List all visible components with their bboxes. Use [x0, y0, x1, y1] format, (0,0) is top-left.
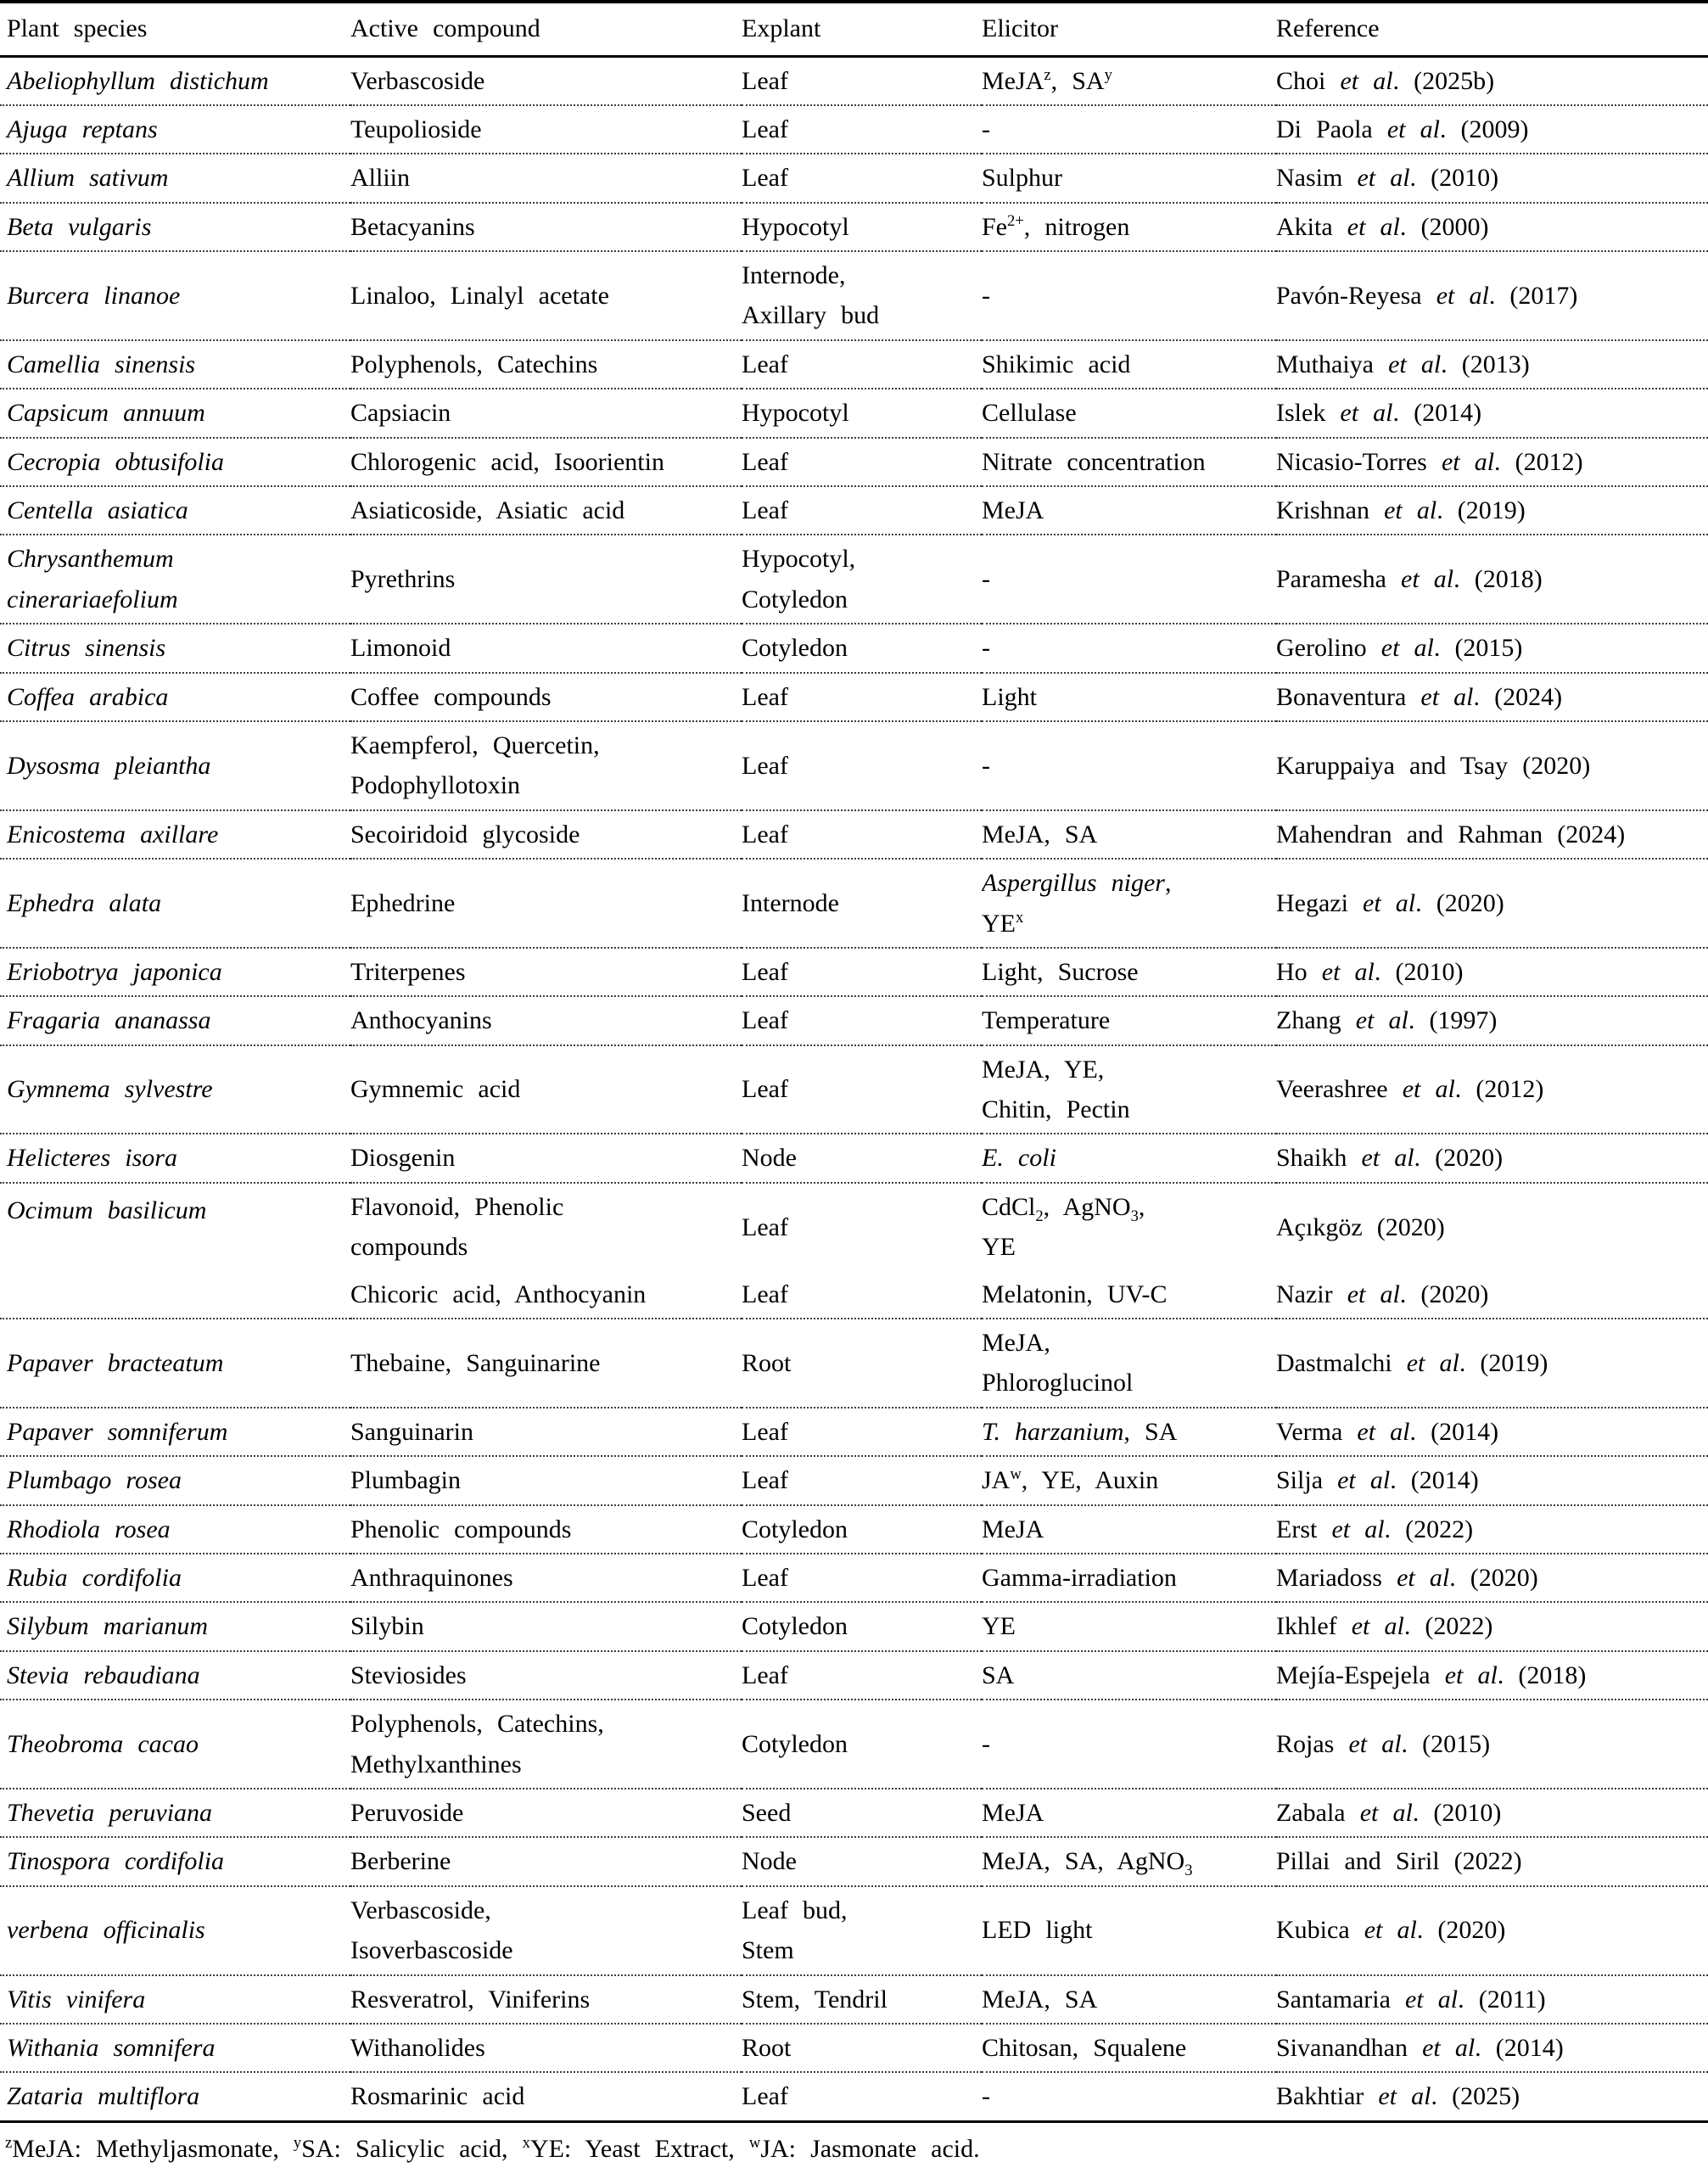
- cell-reference: Paramesha et al. (2018): [1276, 535, 1708, 624]
- cell-species: Theobroma cacao: [0, 1700, 350, 1789]
- table-row: [0, 1886, 1708, 1975]
- cell-compound: Capsiacin: [350, 389, 742, 437]
- cell-species: Fragaria ananassa: [0, 996, 350, 1044]
- cell-compound: Polyphenols, Catechins, Methylxanthines: [350, 1700, 742, 1789]
- cell-species: Zataria multiflora: [0, 2072, 350, 2121]
- cell-explant: Leaf: [742, 721, 982, 810]
- cell-species: Papaver somniferum: [0, 1408, 350, 1456]
- cell-elicitor: MeJA, SA: [982, 1975, 1276, 2024]
- cell-explant: Leaf: [742, 996, 982, 1044]
- cell-reference: Santamaria et al. (2011): [1276, 1975, 1708, 2024]
- cell-elicitor: YE: [982, 1602, 1276, 1650]
- cell-species: verbena officinalis: [0, 1886, 350, 1975]
- table-row: [0, 1045, 1708, 1134]
- cell-species: Stevia rebaudiana: [0, 1651, 350, 1700]
- cell-reference: Zhang et al. (1997): [1276, 996, 1708, 1044]
- cell-explant: Leaf: [742, 1280, 788, 1308]
- cell-explant: Leaf: [742, 2072, 982, 2121]
- cell-species: Chrysanthemum cinerariaefolium: [0, 535, 350, 624]
- cell-explant: Cotyledon: [742, 1602, 982, 1650]
- cell-compound: Ephedrine: [350, 859, 742, 948]
- cell-explant: Leaf: [742, 105, 982, 154]
- cell-reference: Silja et al. (2014): [1276, 1456, 1708, 1504]
- cell-compound: Chlorogenic acid, Isoorientin: [350, 438, 742, 486]
- table-row: [0, 1700, 1708, 1789]
- cell-compound: Berberine: [350, 1837, 742, 1885]
- cell-compound: Coffee compounds: [350, 673, 742, 721]
- cell-explant: Stem, Tendril: [742, 1975, 982, 2024]
- cell-elicitor: $Fe^{2+}$, nitrogen: [982, 203, 1276, 251]
- cell-reference: Açıkgöz (2020): [1276, 1183, 1708, 1271]
- cell-elicitor: CdCl$_2$, AgNO$_3$, YE: [982, 1183, 1276, 1271]
- cell-reference: Mariadoss et al. (2020): [1276, 1554, 1708, 1602]
- cell-explant: Leaf: [742, 1183, 982, 1271]
- cell-reference: Bonaventura et al. (2024): [1276, 673, 1708, 721]
- cell-species: Silybum marianum: [0, 1602, 350, 1650]
- cell-reference: Nasim et al. (2010): [1276, 154, 1708, 202]
- table-row: [0, 1837, 1708, 1885]
- table-row: [0, 810, 1708, 859]
- table-row: [0, 859, 1708, 948]
- cell-elicitor: -: [982, 624, 1276, 672]
- cell-species: Camellia sinensis: [0, 340, 350, 389]
- cell-reference: Di Paola et al. (2009): [1276, 105, 1708, 154]
- cell-species: Vitis vinifera: [0, 1975, 350, 2024]
- cell-compound: Asiaticoside, Asiatic acid: [350, 486, 742, 535]
- cell-explant: Leaf: [742, 1651, 982, 1700]
- table-row: [0, 2024, 1708, 2072]
- table-row: [0, 1183, 1708, 1271]
- cell-reference: Choi et al. (2025b): [1276, 66, 1495, 95]
- cell-elicitor: Sulphur: [982, 154, 1276, 202]
- table-row: [0, 486, 1708, 535]
- cell-reference: Muthaiya et al. (2013): [1276, 340, 1708, 389]
- cell-species: Coffea arabica: [0, 673, 350, 721]
- table-row: [0, 1975, 1708, 2024]
- cell-elicitor: Light, Sucrose: [982, 948, 1276, 996]
- cell-reference: Kubica et al. (2020): [1276, 1886, 1708, 1975]
- cell-reference: Sivanandhan et al. (2014): [1276, 2024, 1708, 2072]
- cell-species: Dysosma pleiantha: [0, 721, 350, 810]
- cell-explant: Leaf bud, Stem: [742, 1886, 982, 1975]
- cell-compound: Secoiridoid glycoside: [350, 810, 742, 859]
- cell-compound: Verbascoside, Isoverbascoside: [350, 1886, 742, 1975]
- cell-elicitor: Aspergillus niger, $YE^x$: [982, 859, 1276, 948]
- cell-compound: Silybin: [350, 1602, 742, 1650]
- cell-compound: Peruvoside: [350, 1789, 742, 1837]
- cell-compound: Anthocyanins: [350, 996, 742, 1044]
- cell-elicitor: MeJA, SA: [982, 810, 1276, 859]
- cell-explant: Internode, Axillary bud: [742, 251, 982, 340]
- cell-elicitor: MeJA$^z$, $SA^y$: [982, 65, 1112, 95]
- cell-species: Abeliophyllum distichum: [7, 66, 269, 95]
- cell-explant: Hypocotyl: [742, 203, 982, 251]
- table-row: [0, 673, 1708, 721]
- cell-reference: Gerolino et al. (2015): [1276, 624, 1708, 672]
- cell-elicitor: -: [982, 2072, 1276, 2121]
- cell-species: Tinospora cordifolia: [0, 1837, 350, 1885]
- cell-explant: Cotyledon: [742, 1700, 982, 1789]
- cell-species: Gymnema sylvestre: [0, 1045, 350, 1134]
- cell-species: Rhodiola rosea: [0, 1505, 350, 1554]
- column-header-reference: Reference: [1276, 2, 1708, 56]
- cell-species: Thevetia peruviana: [0, 1789, 350, 1837]
- column-header-elicitor: Elicitor: [982, 2, 1276, 56]
- cell-species: Enicostema axillare: [0, 810, 350, 859]
- cell-explant: Cotyledon: [742, 1505, 982, 1554]
- cell-explant: Leaf: [742, 1045, 982, 1134]
- table-row: [0, 1319, 1708, 1408]
- cell-elicitor: MeJA: [982, 1505, 1276, 1554]
- cell-compound: Kaempferol, Quercetin, Podophyllotoxin: [350, 721, 742, 810]
- cell-reference: Erst et al. (2022): [1276, 1505, 1708, 1554]
- cell-explant: Leaf: [742, 66, 788, 95]
- cell-reference: Mahendran and Rahman (2024): [1276, 810, 1708, 859]
- cell-reference: Akita et al. (2000): [1276, 203, 1708, 251]
- cell-elicitor: -: [982, 535, 1276, 624]
- table-body: [0, 56, 1708, 2121]
- cell-elicitor: MeJA, SA, AgNO$_3$: [982, 1837, 1276, 1885]
- cell-compound: Resveratrol, Viniferins: [350, 1975, 742, 2024]
- table-row: [0, 1602, 1708, 1650]
- table-row: [0, 1408, 1708, 1456]
- cell-species: Allium sativum: [0, 154, 350, 202]
- table-row: [0, 56, 1708, 105]
- cell-species: Helicteres isora: [0, 1134, 350, 1182]
- cell-explant: Leaf: [742, 948, 982, 996]
- table-row: [0, 624, 1708, 672]
- cell-explant: Root: [742, 1319, 982, 1408]
- column-header-compound: Active compound: [350, 2, 742, 56]
- cell-species: Ephedra alata: [0, 859, 350, 948]
- cell-compound: Rosmarinic acid: [350, 2072, 742, 2121]
- cell-reference: Pavón-Reyesa et al. (2017): [1276, 251, 1708, 340]
- cell-elicitor: MeJA, YE, Chitin, Pectin: [982, 1045, 1276, 1134]
- table-row: [0, 1554, 1708, 1602]
- cell-species: Beta vulgaris: [0, 203, 350, 251]
- cell-compound: Steviosides: [350, 1651, 742, 1700]
- cell-compound: Withanolides: [350, 2024, 742, 2072]
- cell-compound: Polyphenols, Catechins: [350, 340, 742, 389]
- cell-elicitor: Cellulase: [982, 389, 1276, 437]
- table-row: [0, 340, 1708, 389]
- cell-elicitor: Nitrate concentration: [982, 438, 1276, 486]
- cell-elicitor: Shikimic acid: [982, 340, 1276, 389]
- cell-compound: Flavonoid, Phenolic compounds: [350, 1183, 742, 1271]
- table-row: [0, 389, 1708, 437]
- cell-species: Eriobotrya japonica: [0, 948, 350, 996]
- cell-reference: Karuppaiya and Tsay (2020): [1276, 721, 1708, 810]
- cell-elicitor: T. harzanium, SA: [982, 1408, 1276, 1456]
- cell-explant: Root: [742, 2024, 982, 2072]
- cell-elicitor: Chitosan, Squalene: [982, 2024, 1276, 2072]
- cell-reference: Nicasio-Torres et al. (2012): [1276, 438, 1708, 486]
- cell-compound: Thebaine, Sanguinarine: [350, 1319, 742, 1408]
- cell-elicitor: LED light: [982, 1886, 1276, 1975]
- cell-reference: Shaikh et al. (2020): [1276, 1134, 1708, 1182]
- table-row: [0, 948, 1708, 996]
- table-row: [0, 2072, 1708, 2121]
- table-footnote: $^z$MeJA: Methyljasmonate, $^y$SA: Salicylic acid, $^x$YE: Yeast Extract, $^w$JA: Jasmonate acid.: [5, 2133, 980, 2163]
- cell-species: Rubia cordifolia: [0, 1554, 350, 1602]
- cell-compound: Plumbagin: [350, 1456, 742, 1504]
- cell-species: Ajuga reptans: [0, 105, 350, 154]
- cell-explant: Leaf: [742, 1554, 982, 1602]
- column-header-explant: Explant: [742, 2, 982, 56]
- cell-reference: Krishnan et al. (2019): [1276, 486, 1708, 535]
- cell-elicitor: -: [982, 721, 1276, 810]
- cell-elicitor: Melatonin, UV-C: [982, 1280, 1168, 1308]
- cell-reference: Ho et al. (2010): [1276, 948, 1708, 996]
- table-row: [0, 1505, 1708, 1554]
- cell-explant: Leaf: [742, 340, 982, 389]
- cell-elicitor: Light: [982, 673, 1276, 721]
- cell-compound: Verbascoside: [350, 66, 485, 95]
- cell-compound: Pyrethrins: [350, 535, 742, 624]
- table-row: [0, 251, 1708, 340]
- table-row: [0, 203, 1708, 251]
- cell-compound: Linaloo, Linalyl acetate: [350, 251, 742, 340]
- cell-elicitor: $JA^w$, YE, Auxin: [982, 1456, 1276, 1504]
- cell-explant: Node: [742, 1837, 982, 1885]
- cell-reference: Islek et al. (2014): [1276, 389, 1708, 437]
- cell-explant: Leaf: [742, 1456, 982, 1504]
- cell-elicitor: MeJA: [982, 486, 1276, 535]
- cell-explant: Hypocotyl, Cotyledon: [742, 535, 982, 624]
- cell-compound: Gymnemic acid: [350, 1045, 742, 1134]
- cell-compound: Alliin: [350, 154, 742, 202]
- cell-elicitor: -: [982, 105, 1276, 154]
- cell-reference: Dastmalchi et al. (2019): [1276, 1319, 1708, 1408]
- table-row: [0, 438, 1708, 486]
- cell-explant: Node: [742, 1134, 982, 1182]
- cell-elicitor: MeJA, Phloroglucinol: [982, 1319, 1276, 1408]
- cell-species: Cecropia obtusifolia: [0, 438, 350, 486]
- table-row: [0, 1651, 1708, 1700]
- cell-reference: Mejía-Espejela et al. (2018): [1276, 1651, 1708, 1700]
- cell-explant: Leaf: [742, 154, 982, 202]
- table-row: [0, 1456, 1708, 1504]
- table-row: [0, 996, 1708, 1044]
- cell-species: Capsicum annuum: [0, 389, 350, 437]
- table-row: [0, 721, 1708, 810]
- cell-reference: Bakhtiar et al. (2025): [1276, 2072, 1708, 2121]
- cell-compound: Chicoric acid, Anthocyanin: [350, 1280, 647, 1308]
- table-row: [0, 105, 1708, 154]
- table-header: [0, 2, 1708, 56]
- cell-reference: Verma et al. (2014): [1276, 1408, 1708, 1456]
- cell-elicitor: E. coli: [982, 1134, 1276, 1182]
- cell-compound: Anthraquinones: [350, 1554, 742, 1602]
- cell-compound: Triterpenes: [350, 948, 742, 996]
- cell-elicitor: SA: [982, 1651, 1276, 1700]
- cell-compound: Diosgenin: [350, 1134, 742, 1182]
- cell-compound: Sanguinarin: [350, 1408, 742, 1456]
- header-row: [0, 2, 1708, 56]
- cell-explant: Cotyledon: [742, 624, 982, 672]
- cell-species: Citrus sinensis: [0, 624, 350, 672]
- cell-species: Burcera linanoe: [0, 251, 350, 340]
- cell-elicitor: Gamma-irradiation: [982, 1554, 1276, 1602]
- table-row: [0, 535, 1708, 624]
- cell-elicitor: -: [982, 251, 1276, 340]
- cell-reference: Zabala et al. (2010): [1276, 1789, 1708, 1837]
- cell-species: Plumbago rosea: [0, 1456, 350, 1504]
- cell-species: Ocimum basilicum: [0, 1183, 350, 1319]
- cell-reference: Rojas et al. (2015): [1276, 1700, 1708, 1789]
- cell-explant: Internode: [742, 859, 982, 948]
- table-row: [0, 1789, 1708, 1837]
- cell-compound: Betacyanins: [350, 203, 742, 251]
- cell-reference: Hegazi et al. (2020): [1276, 859, 1708, 948]
- cell-reference: Nazir et al. (2020): [1276, 1280, 1489, 1308]
- cell-explant: Leaf: [742, 810, 982, 859]
- cell-elicitor: MeJA: [982, 1789, 1276, 1837]
- cell-explant: Leaf: [742, 486, 982, 535]
- table-row: [0, 154, 1708, 202]
- cell-species: Withania somnifera: [0, 2024, 350, 2072]
- table-row: [0, 1134, 1708, 1182]
- cell-compound: Teupolioside: [350, 105, 742, 154]
- cell-compound: Phenolic compounds: [350, 1505, 742, 1554]
- cell-reference: Veerashree et al. (2012): [1276, 1045, 1708, 1134]
- cell-elicitor: Temperature: [982, 996, 1276, 1044]
- cell-explant: Leaf: [742, 673, 982, 721]
- column-header-species: Plant species: [0, 2, 350, 56]
- cell-species: Papaver bracteatum: [0, 1319, 350, 1408]
- cell-species: Centella asiatica: [0, 486, 350, 535]
- cell-reference: Pillai and Siril (2022): [1276, 1837, 1708, 1885]
- cell-explant: Leaf: [742, 1408, 982, 1456]
- cell-elicitor: -: [982, 1700, 1276, 1789]
- cell-explant: Seed: [742, 1789, 982, 1837]
- cell-reference: Ikhlef et al. (2022): [1276, 1602, 1708, 1650]
- cell-explant: Leaf: [742, 438, 982, 486]
- cell-explant: Hypocotyl: [742, 389, 982, 437]
- cell-compound: Limonoid: [350, 624, 742, 672]
